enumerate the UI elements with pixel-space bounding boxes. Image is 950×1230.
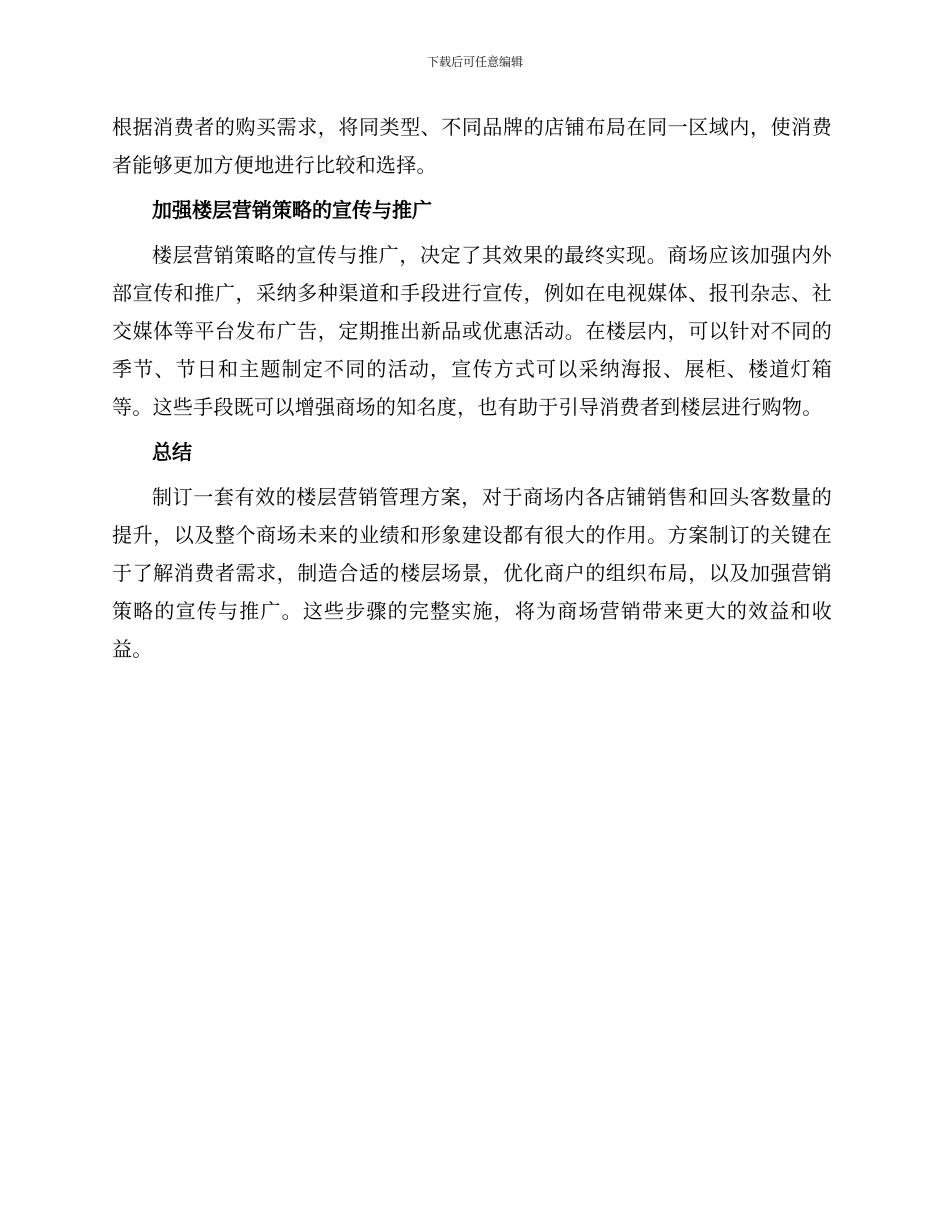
paragraph-continuation: 根据消费者的购买需求，将同类型、不同品牌的店铺布局在同一区域内，使消费者能够更加方便地进行比较和选择。 bbox=[112, 115, 832, 177]
document-body bbox=[112, 108, 832, 668]
paragraph-promotion: 楼层营销策略的宣传与推广，决定了其效果的最终实现。商场应该加强内外部宣传和推广，采纳多种渠道和手段进行宣传，例如在电视媒体、报刊杂志、社交媒体等平台发布广告，定期推出新品或优惠活动。在楼层内，可以针对不同的季节、节日和主题制定不同的活动，宣传方式可以采纳海报、展柜、楼道灯箱等。这些手段既可以增强商场的知名度，也有助于引导消费者到楼层进行购物。 bbox=[112, 243, 832, 419]
section-heading-summary: 总结 bbox=[152, 440, 192, 464]
section-heading-promotion: 加强楼层营销策略的宣传与推广 bbox=[152, 198, 432, 222]
page-header: 下载后可任意编辑 bbox=[426, 55, 523, 69]
paragraph-summary: 制订一套有效的楼层营销管理方案，对于商场内各店铺销售和回头客数量的提升，以及整个商场未来的业绩和形象建设都有很大的作用。方案制订的关键在于了解消费者需求，制造合适的楼层场景，优化商户的组织布局，以及加强营销策略的宣传与推广。这些步骤的完整实施，将为商场营销带来更大的效益和收益。 bbox=[112, 485, 832, 661]
